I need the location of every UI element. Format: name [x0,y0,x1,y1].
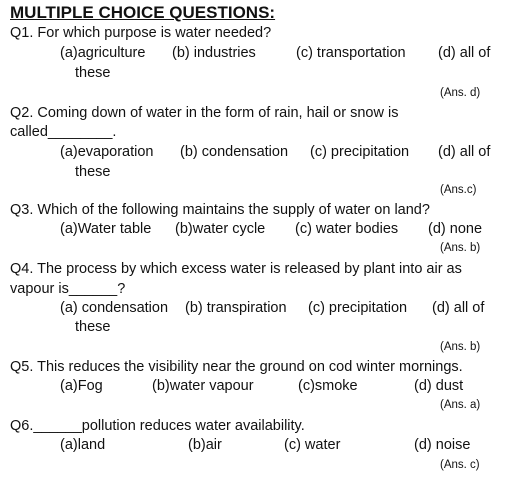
q2-question-line2: called________. [10,124,117,140]
q4-option-c: (c) precipitation [308,300,408,316]
q6-question: Q6.______pollution reduces water availability. [10,418,305,434]
q2-question-line1: Q2. Coming down of water in the form of rain, hail or snow is [10,105,399,121]
q5-option-c: (c)smoke [298,378,358,394]
q1-question: Q1. For which purpose is water needed? [10,25,272,41]
q3-option-b: (b)water cycle [175,221,266,237]
q5-option-d: (d) dust [414,378,464,394]
q4-question-line2: vapour is______? [10,281,126,297]
q3-option-a: (a)Water table [60,221,152,237]
q2-option-b: (b) condensation [180,144,289,160]
q4-option-d-continued: these [75,319,111,335]
q2-option-a: (a)evaporation [60,144,154,160]
q3-answer: (Ans. b) [440,242,481,254]
q6-option-d: (d) noise [414,437,471,453]
q3-option-d: (d) none [428,221,483,237]
worksheet-title: MULTIPLE CHOICE QUESTIONS: [10,3,276,22]
q5-answer: (Ans. a) [440,399,481,411]
q3-option-c: (c) water bodies [295,221,399,237]
q4-option-a: (a) condensation [60,300,169,316]
q4-option-d: (d) all of [432,300,485,316]
q4-option-b: (b) transpiration [185,300,287,316]
q1-option-d-continued: these [75,65,111,81]
q1-option-a: (a)agriculture [60,45,146,61]
q5-option-a: (a)Fog [60,378,103,394]
q2-option-c: (c) precipitation [310,144,410,160]
q1-answer: (Ans. d) [440,87,481,99]
q4-question-line1: Q4. The process by which excess water is released by plant into air as [10,261,462,277]
q6-option-a: (a)land [60,437,106,453]
q6-answer: (Ans. c) [440,459,480,471]
q1-option-b: (b) industries [172,45,256,61]
q5-option-b: (b)water vapour [152,378,254,394]
q6-option-c: (c) water [284,437,341,453]
q1-option-c: (c) transportation [296,45,406,61]
q1-option-d: (d) all of [438,45,491,61]
q6-option-b: (b)air [188,437,222,453]
q5-question: Q5. This reduces the visibility near the ground on cod winter mornings. [10,359,463,375]
q2-answer: (Ans.c) [440,184,477,196]
q4-answer: (Ans. b) [440,341,481,353]
q2-option-d: (d) all of [438,144,491,160]
q3-question: Q3. Which of the following maintains the supply of water on land? [10,202,430,218]
q2-option-d-continued: these [75,164,111,180]
